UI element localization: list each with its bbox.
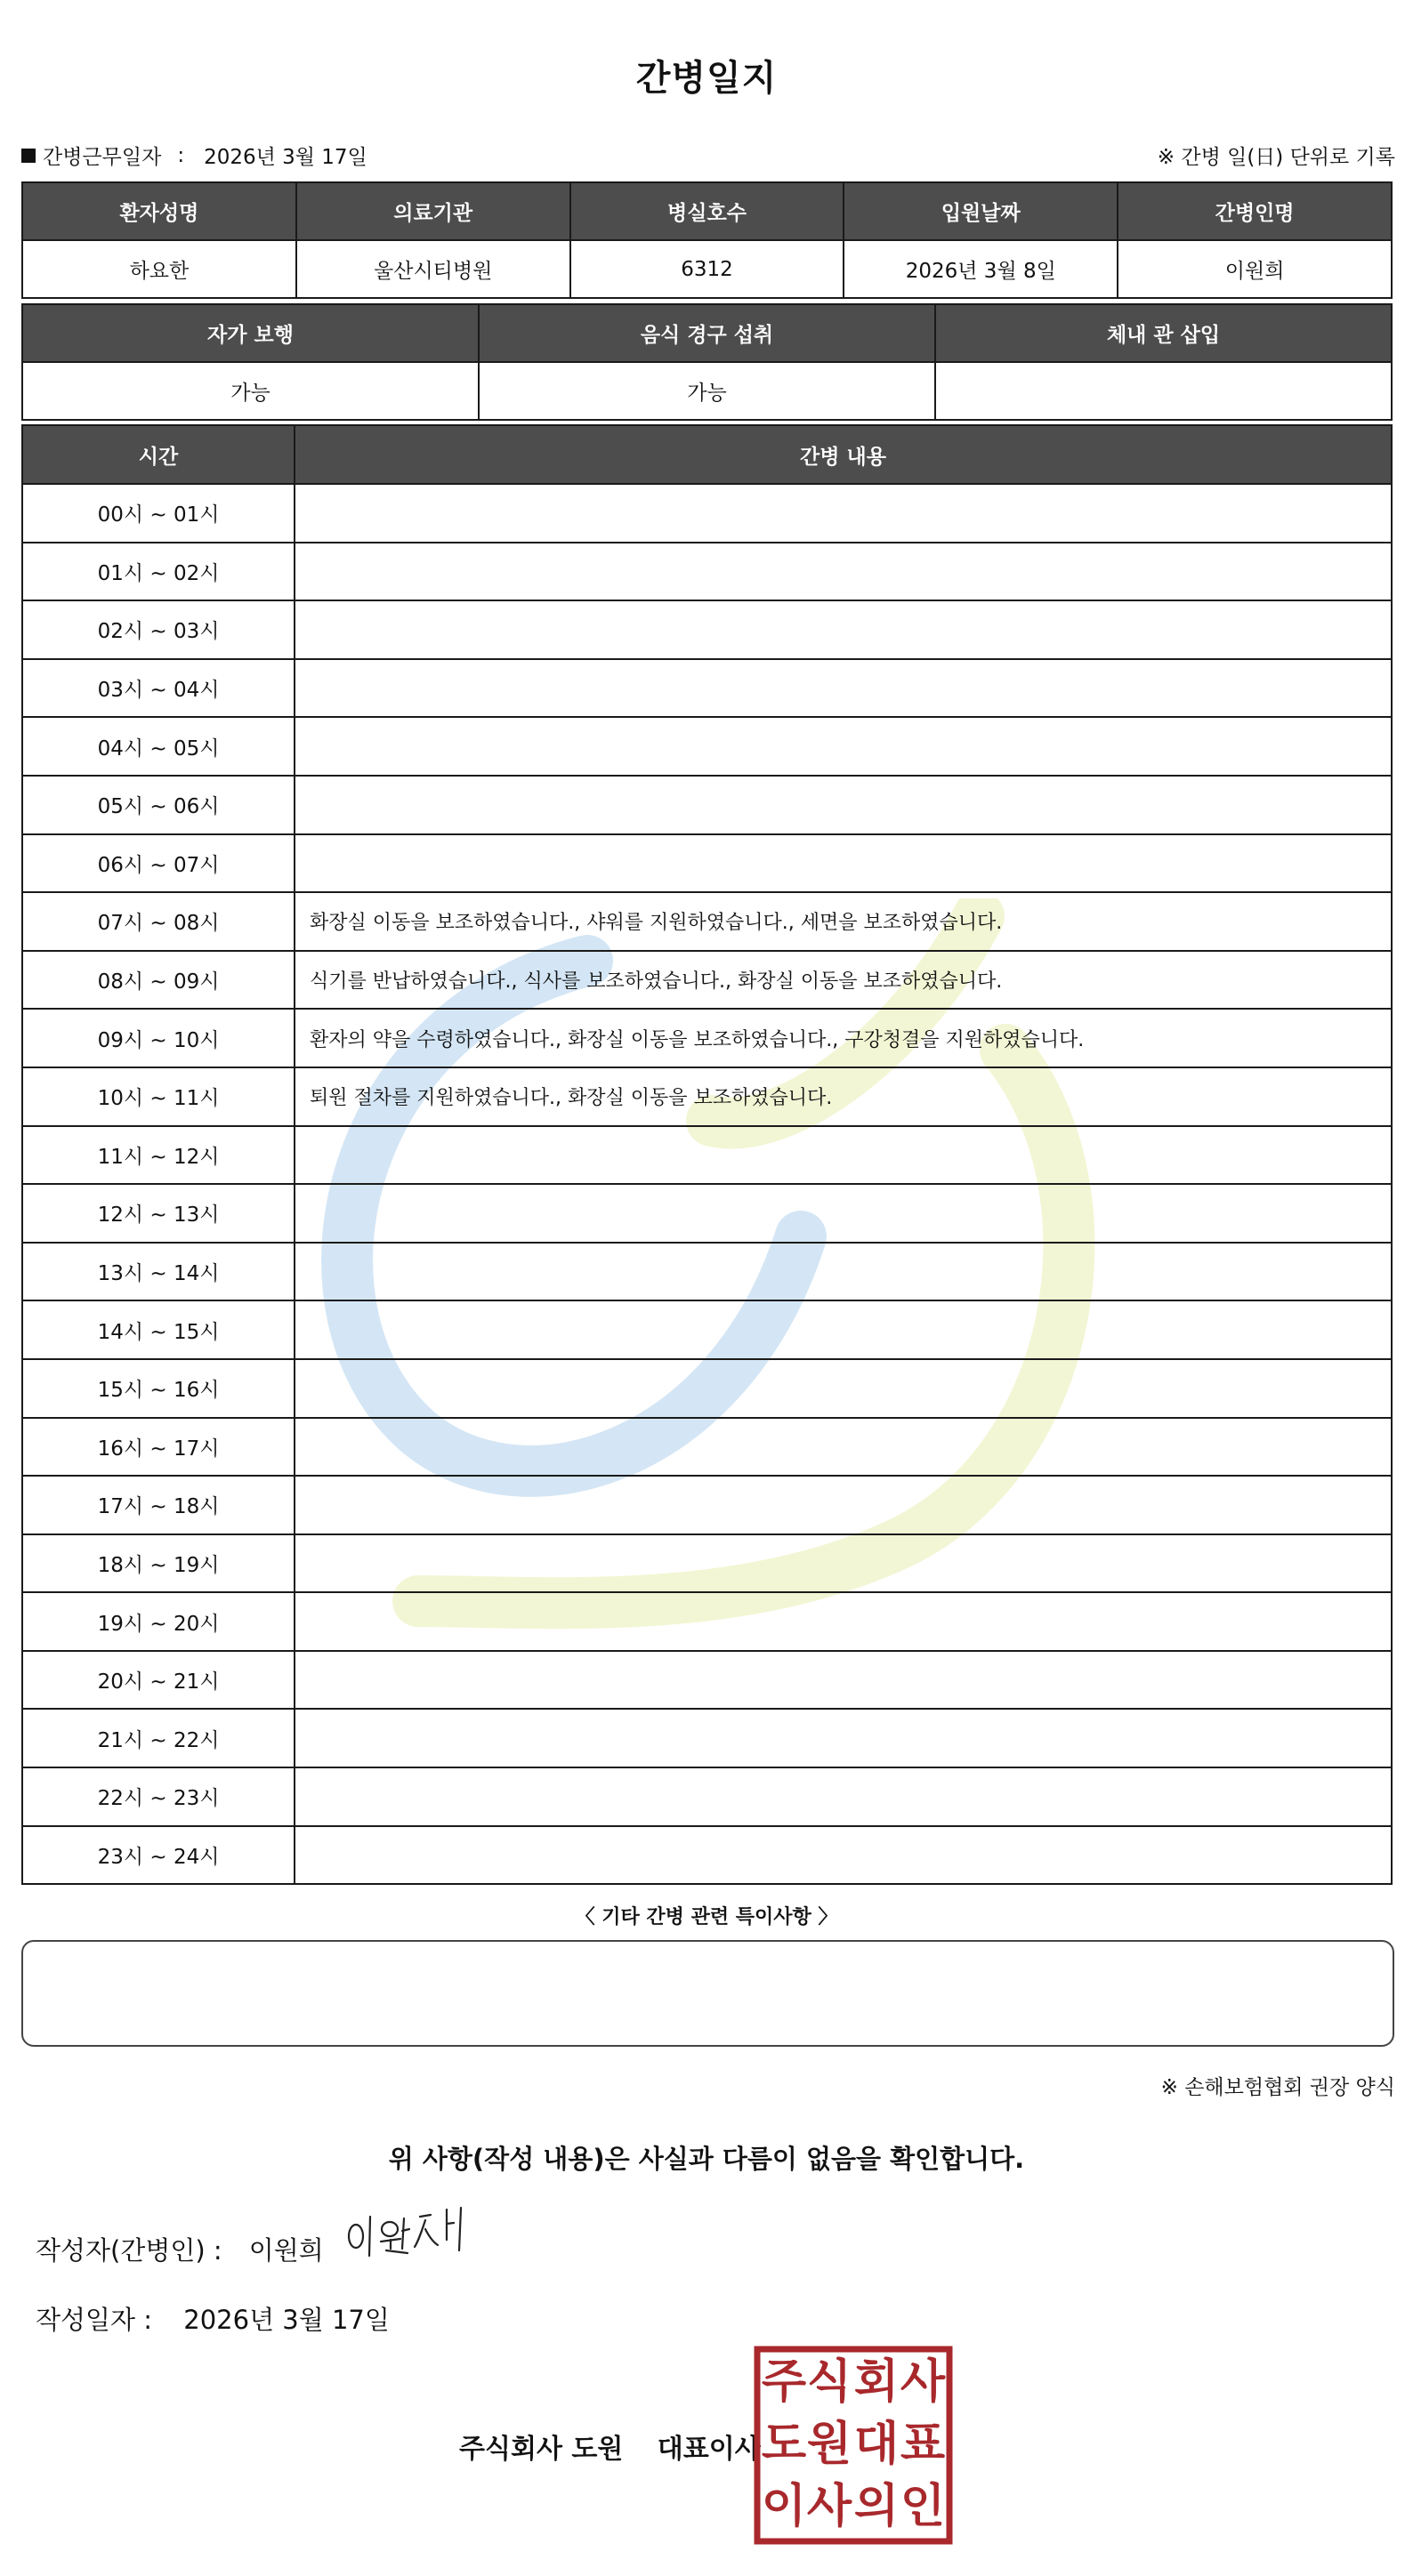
log-time-cell: 17시 ~ 18시 (22, 1476, 295, 1534)
log-content-cell (295, 1476, 1392, 1534)
log-content-cell (295, 834, 1392, 893)
header-oral-intake: 음식 경구 섭취 (479, 304, 935, 362)
log-time-cell: 10시 ~ 11시 (22, 1067, 295, 1126)
table-row (22, 834, 1392, 893)
log-time-cell: 06시 ~ 07시 (22, 834, 295, 893)
work-date-label: 간병근무일자 (43, 146, 162, 169)
oral-intake-value: 가능 (479, 362, 935, 420)
writer-label: 작성자(간병인) : (36, 2235, 222, 2266)
seal-glyph: 회 (853, 2355, 900, 2409)
seal-glyph: 식 (806, 2355, 852, 2409)
log-content-cell: 화장실 이동을 보조하였습니다., 샤워를 지원하였습니다., 세면을 보조하였습니다. (295, 892, 1392, 951)
log-time-cell: 00시 ~ 01시 (22, 484, 295, 543)
log-content-cell (295, 1592, 1392, 1651)
work-date-row (21, 141, 367, 170)
table-row (22, 1126, 1392, 1185)
header-admission-date: 입원날짜 (844, 182, 1118, 240)
table-row (22, 892, 1392, 951)
log-content-cell (295, 543, 1392, 601)
table-row (22, 1300, 1392, 1359)
log-time-cell: 08시 ~ 09시 (22, 951, 295, 1010)
room-number: 6312 (570, 240, 844, 298)
seal-glyph: 대 (853, 2418, 900, 2471)
seal-glyph: 원 (806, 2418, 852, 2471)
log-time-cell: 23시 ~ 24시 (22, 1826, 295, 1885)
log-content-cell (295, 1534, 1392, 1593)
company-signature-line (459, 2427, 761, 2466)
table-row (22, 1009, 1392, 1067)
log-content-cell (295, 1826, 1392, 1885)
log-time-cell: 09시 ~ 10시 (22, 1009, 295, 1067)
table-row (22, 1767, 1392, 1826)
log-content-cell (295, 776, 1392, 834)
log-content-cell (295, 1709, 1392, 1767)
log-content-cell: 퇴원 절차를 지원하였습니다., 화장실 이동을 보조하였습니다. (295, 1067, 1392, 1126)
log-time-cell: 19시 ~ 20시 (22, 1592, 295, 1651)
log-content-cell (295, 1418, 1392, 1477)
seal-glyph: 인 (900, 2480, 946, 2533)
table-row (22, 1651, 1392, 1710)
self-walking-value: 가능 (22, 362, 479, 420)
table-row (22, 951, 1392, 1010)
unit-note: ※ 간병 일(日) 단위로 기록 (1157, 146, 1395, 169)
remarks-box (21, 1940, 1394, 2047)
log-time-cell: 18시 ~ 19시 (22, 1534, 295, 1593)
table-row (22, 1067, 1392, 1126)
header-hospital: 의료기관 (296, 182, 570, 240)
seal-glyph: 의 (853, 2480, 900, 2533)
handwritten-signature (343, 2204, 477, 2266)
header-tube-insertion: 체내 관 삽입 (935, 304, 1392, 362)
company-name: 주식회사 도원 (459, 2434, 624, 2465)
confirmation-statement: 위 사항(작성 내용)은 사실과 다름이 없음을 확인합니다. (388, 2144, 1025, 2174)
company-seal-stamp (754, 2346, 953, 2545)
table-row (22, 1709, 1392, 1767)
table-row (22, 776, 1392, 834)
log-content-cell (295, 1243, 1392, 1301)
header-self-walking: 자가 보행 (22, 304, 479, 362)
header-care-content: 간병 내용 (295, 425, 1392, 484)
log-content-cell (295, 659, 1392, 718)
log-content-cell (295, 600, 1392, 659)
table-row (22, 1476, 1392, 1534)
log-time-cell: 01시 ~ 02시 (22, 543, 295, 601)
header-room-number: 병실호수 (570, 182, 844, 240)
log-time-cell: 03시 ~ 04시 (22, 659, 295, 718)
table-row (22, 600, 1392, 659)
header-time: 시간 (22, 425, 295, 484)
table-row (22, 717, 1392, 776)
log-time-cell: 11시 ~ 12시 (22, 1126, 295, 1185)
log-content-cell (295, 1184, 1392, 1243)
remarks-title: 〈 기타 간병 관련 특이사항 〉 (575, 1906, 838, 1928)
patient-info-table (21, 181, 1393, 299)
hospital-name: 울산시티병원 (296, 240, 570, 298)
header-caregiver-name: 간병인명 (1118, 182, 1392, 240)
log-time-cell: 02시 ~ 03시 (22, 600, 295, 659)
log-time-cell: 05시 ~ 06시 (22, 776, 295, 834)
header-patient-name: 환자성명 (22, 182, 296, 240)
document-title: 간병일지 (635, 58, 778, 99)
log-time-cell: 14시 ~ 15시 (22, 1300, 295, 1359)
care-log-table (21, 424, 1393, 1885)
patient-status-table (21, 303, 1393, 421)
log-content-cell (295, 717, 1392, 776)
table-row (22, 1826, 1392, 1885)
table-row (22, 1359, 1392, 1418)
table-row (22, 1243, 1392, 1301)
seal-glyph: 사 (900, 2355, 946, 2409)
writer-name: 이원희 (248, 2235, 324, 2266)
log-content-cell: 환자의 약을 수령하였습니다., 화장실 이동을 보조하였습니다., 구강청결을 지원하였습니다. (295, 1009, 1392, 1067)
table-row (22, 659, 1392, 718)
log-time-cell: 20시 ~ 21시 (22, 1651, 295, 1710)
log-time-cell: 04시 ~ 05시 (22, 717, 295, 776)
seal-glyph: 도 (761, 2418, 807, 2471)
caregiver-name: 이원희 (1118, 240, 1392, 298)
log-content-cell (295, 484, 1392, 543)
written-date-row (36, 2300, 390, 2337)
table-row (22, 484, 1392, 543)
written-date-value: 2026년 3월 17일 (183, 2305, 390, 2335)
company-ceo-title: 대표이사 (657, 2434, 761, 2465)
seal-glyph: 사 (806, 2480, 852, 2533)
log-time-cell: 21시 ~ 22시 (22, 1709, 295, 1767)
tube-insertion-value (935, 362, 1392, 420)
patient-name: 하요한 (22, 240, 296, 298)
seal-glyph: 주 (761, 2355, 807, 2409)
log-content-cell (295, 1767, 1392, 1826)
log-content-cell: 식기를 반납하였습니다., 식사를 보조하였습니다., 화장실 이동을 보조하였습니다. (295, 951, 1392, 1010)
log-time-cell: 12시 ~ 13시 (22, 1184, 295, 1243)
form-note: ※ 손해보험협회 권장 양식 (1160, 2076, 1395, 2099)
table-row (22, 1592, 1392, 1651)
table-row (22, 1534, 1392, 1593)
table-row (22, 543, 1392, 601)
admission-date: 2026년 3월 8일 (844, 240, 1118, 298)
log-time-cell: 13시 ~ 14시 (22, 1243, 295, 1301)
log-content-cell (295, 1651, 1392, 1710)
log-time-cell: 16시 ~ 17시 (22, 1418, 295, 1477)
seal-glyph: 이 (761, 2480, 807, 2533)
square-bullet-icon (21, 149, 36, 163)
log-time-cell: 22시 ~ 23시 (22, 1767, 295, 1826)
table-row (22, 1184, 1392, 1243)
log-time-cell: 07시 ~ 08시 (22, 892, 295, 951)
log-content-cell (295, 1126, 1392, 1185)
seal-glyph: 표 (900, 2418, 946, 2471)
written-date-label: 작성일자 : (36, 2305, 153, 2335)
log-content-cell (295, 1359, 1392, 1418)
work-date-separator: : (177, 143, 185, 167)
log-content-cell (295, 1300, 1392, 1359)
writer-row (36, 2231, 324, 2267)
table-row (22, 1418, 1392, 1477)
log-time-cell: 15시 ~ 16시 (22, 1359, 295, 1418)
work-date-value: 2026년 3월 17일 (204, 146, 367, 169)
